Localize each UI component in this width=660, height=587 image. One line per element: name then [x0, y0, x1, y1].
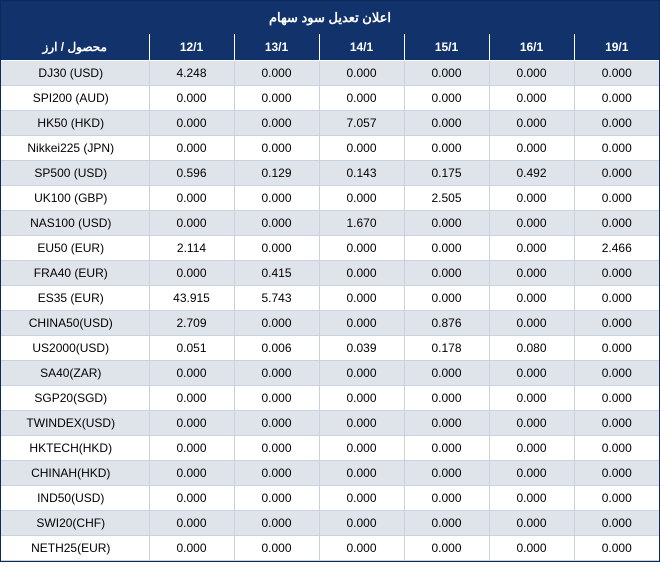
- dividend-value: 0.000: [319, 286, 404, 311]
- dividend-value: 0.000: [319, 411, 404, 436]
- table-row: [1, 336, 659, 361]
- dividend-value: 0.000: [319, 436, 404, 461]
- dividend-value: 0.000: [319, 386, 404, 411]
- column-header-date-6: 19/1: [574, 34, 659, 61]
- dividend-value: 0.000: [489, 486, 574, 511]
- dividend-value: 0.000: [404, 136, 489, 161]
- instrument-name: TWINDEX(USD): [1, 411, 149, 436]
- dividend-value: 0.000: [234, 311, 319, 336]
- dividend-value: 0.000: [404, 111, 489, 136]
- dividend-value: 0.000: [404, 261, 489, 286]
- instrument-name: SP500 (USD): [1, 161, 149, 186]
- dividend-value: 0.000: [489, 311, 574, 336]
- instrument-name: SPI200 (AUD): [1, 86, 149, 111]
- table-row: [1, 61, 659, 86]
- dividend-value: 0.000: [574, 386, 659, 411]
- dividend-value: 0.000: [319, 311, 404, 336]
- dividend-value: 0.000: [234, 136, 319, 161]
- dividend-value: 0.415: [234, 261, 319, 286]
- dividend-value: 0.000: [404, 486, 489, 511]
- instrument-name: IND50(USD): [1, 486, 149, 511]
- dividend-value: 0.492: [489, 161, 574, 186]
- dividend-value: 0.000: [319, 511, 404, 536]
- dividend-value: 0.000: [574, 311, 659, 336]
- dividend-value: 0.000: [319, 461, 404, 486]
- dividend-value: 0.143: [319, 161, 404, 186]
- table-row: [1, 211, 659, 236]
- table-row: [1, 411, 659, 436]
- dividend-value: 0.000: [489, 461, 574, 486]
- dividend-value: 0.006: [234, 336, 319, 361]
- dividend-value: 0.051: [149, 336, 234, 361]
- instrument-name: SGP20(SGD): [1, 386, 149, 411]
- dividend-value: 0.000: [574, 511, 659, 536]
- table-row: [1, 486, 659, 511]
- table-row: [1, 511, 659, 536]
- dividend-value: 0.000: [149, 186, 234, 211]
- column-header-product: محصول / ارز: [1, 34, 149, 61]
- instrument-name: UK100 (GBP): [1, 186, 149, 211]
- dividend-value: 0.000: [404, 461, 489, 486]
- table-row: [1, 386, 659, 411]
- dividend-value: 0.000: [149, 536, 234, 561]
- dividend-value: 0.000: [489, 436, 574, 461]
- dividend-value: 0.876: [404, 311, 489, 336]
- dividend-value: 0.000: [489, 511, 574, 536]
- dividend-value: 0.000: [404, 61, 489, 86]
- table-row: [1, 436, 659, 461]
- instrument-name: CHINAH(HKD): [1, 461, 149, 486]
- table-row: [1, 461, 659, 486]
- dividend-value: 0.000: [574, 536, 659, 561]
- dividend-value: 0.000: [234, 61, 319, 86]
- dividend-value: 0.000: [149, 361, 234, 386]
- dividend-value: 0.000: [574, 161, 659, 186]
- dividend-value: 0.039: [319, 336, 404, 361]
- dividend-value: 0.129: [234, 161, 319, 186]
- dividend-value: 5.743: [234, 286, 319, 311]
- dividend-value: 0.000: [574, 186, 659, 211]
- dividend-value: 0.000: [234, 511, 319, 536]
- dividend-value: 0.000: [489, 86, 574, 111]
- dividend-value: 0.000: [489, 286, 574, 311]
- dividend-value: 0.000: [234, 436, 319, 461]
- dividend-value: 0.000: [404, 236, 489, 261]
- dividend-value: 0.000: [574, 61, 659, 86]
- dividend-value: 0.000: [319, 186, 404, 211]
- dividend-value: 0.000: [149, 436, 234, 461]
- column-header-date-4: 15/1: [404, 34, 489, 61]
- dividend-value: 2.709: [149, 311, 234, 336]
- dividend-value: 0.000: [404, 286, 489, 311]
- dividend-value: 0.000: [234, 461, 319, 486]
- dividend-value: 0.000: [574, 411, 659, 436]
- dividend-value: 0.000: [234, 186, 319, 211]
- dividend-value: 0.000: [574, 461, 659, 486]
- instrument-name: NETH25(EUR): [1, 536, 149, 561]
- dividend-value: 0.000: [149, 486, 234, 511]
- table-row: [1, 161, 659, 186]
- dividend-value: 0.000: [234, 386, 319, 411]
- table-row: [1, 111, 659, 136]
- dividend-value: 0.000: [319, 361, 404, 386]
- dividend-value: 0.000: [319, 236, 404, 261]
- dividend-value: 0.000: [574, 261, 659, 286]
- dividend-value: 43.915: [149, 286, 234, 311]
- table-row: [1, 186, 659, 211]
- table-row: [1, 86, 659, 111]
- dividend-value: 0.000: [489, 411, 574, 436]
- dividend-value: 7.057: [319, 111, 404, 136]
- table-header: [1, 34, 659, 61]
- table-header-row: [1, 34, 659, 61]
- instrument-name: US2000(USD): [1, 336, 149, 361]
- dividend-value: 0.000: [404, 386, 489, 411]
- table-row: [1, 261, 659, 286]
- dividend-value: 0.000: [489, 111, 574, 136]
- dividend-value: 0.000: [574, 436, 659, 461]
- dividend-value: 0.000: [404, 211, 489, 236]
- dividend-value: 0.080: [489, 336, 574, 361]
- dividend-value: 0.000: [489, 236, 574, 261]
- column-header-date-5: 16/1: [489, 34, 574, 61]
- dividend-value: 0.000: [574, 486, 659, 511]
- dividend-value: 0.000: [404, 436, 489, 461]
- dividend-value: 0.000: [149, 461, 234, 486]
- dividend-value: 0.000: [574, 136, 659, 161]
- dividend-value: 0.000: [149, 411, 234, 436]
- dividend-value: 0.000: [489, 61, 574, 86]
- dividend-value: 0.000: [149, 111, 234, 136]
- dividend-value: 0.000: [234, 86, 319, 111]
- dividend-value: 0.000: [234, 411, 319, 436]
- instrument-name: FRA40 (EUR): [1, 261, 149, 286]
- table-row: [1, 311, 659, 336]
- dividend-value: 0.000: [234, 211, 319, 236]
- dividend-value: 0.000: [489, 136, 574, 161]
- instrument-name: SWI20(CHF): [1, 511, 149, 536]
- dividend-value: 0.596: [149, 161, 234, 186]
- dividend-value: 0.000: [574, 361, 659, 386]
- instrument-name: Nikkei225 (JPN): [1, 136, 149, 161]
- dividend-value: 0.178: [404, 336, 489, 361]
- dividend-value: 0.000: [234, 361, 319, 386]
- table-row: [1, 136, 659, 161]
- dividend-value: 0.000: [489, 186, 574, 211]
- column-header-date-1: 12/1: [149, 34, 234, 61]
- dividend-value: 0.000: [489, 211, 574, 236]
- dividend-value: 0.000: [574, 86, 659, 111]
- dividend-value: 0.000: [149, 386, 234, 411]
- dividend-value: 0.000: [319, 486, 404, 511]
- dividend-value: 0.000: [404, 511, 489, 536]
- page-title: اعلان تعدیل سود سهام: [1, 1, 659, 34]
- dividend-value: 0.000: [319, 536, 404, 561]
- dividend-value: 2.466: [574, 236, 659, 261]
- dividend-value: 0.000: [489, 261, 574, 286]
- table-row: [1, 236, 659, 261]
- dividend-value: 0.000: [149, 211, 234, 236]
- instrument-name: HKTECH(HKD): [1, 436, 149, 461]
- dividend-value: 2.114: [149, 236, 234, 261]
- dividend-value: 0.175: [404, 161, 489, 186]
- dividend-table: [1, 34, 659, 561]
- dividend-value: 0.000: [149, 136, 234, 161]
- dividend-value: 2.505: [404, 186, 489, 211]
- dividend-value: 0.000: [574, 211, 659, 236]
- table-row: [1, 361, 659, 386]
- dividend-value: 0.000: [404, 411, 489, 436]
- table-row: [1, 286, 659, 311]
- dividend-value: 0.000: [574, 336, 659, 361]
- dividend-value: 0.000: [489, 386, 574, 411]
- dividend-value: 4.248: [149, 61, 234, 86]
- instrument-name: EU50 (EUR): [1, 236, 149, 261]
- dividend-value: 0.000: [404, 361, 489, 386]
- dividend-value: 0.000: [574, 286, 659, 311]
- dividend-value: 1.670: [319, 211, 404, 236]
- instrument-name: NAS100 (USD): [1, 211, 149, 236]
- table-body: [1, 61, 659, 561]
- dividend-value: 0.000: [149, 86, 234, 111]
- dividend-value: 0.000: [149, 511, 234, 536]
- dividend-value: 0.000: [234, 486, 319, 511]
- instrument-name: ES35 (EUR): [1, 286, 149, 311]
- instrument-name: CHINA50(USD): [1, 311, 149, 336]
- dividend-value: 0.000: [489, 361, 574, 386]
- dividend-value: 0.000: [404, 86, 489, 111]
- dividend-value: 0.000: [404, 536, 489, 561]
- dividend-value: 0.000: [319, 86, 404, 111]
- dividend-value: 0.000: [234, 111, 319, 136]
- dividend-value: 0.000: [319, 261, 404, 286]
- dividend-value: 0.000: [234, 236, 319, 261]
- dividend-value: 0.000: [149, 261, 234, 286]
- dividend-value: 0.000: [319, 136, 404, 161]
- dividend-value: 0.000: [489, 536, 574, 561]
- instrument-name: HK50 (HKD): [1, 111, 149, 136]
- column-header-date-3: 14/1: [319, 34, 404, 61]
- instrument-name: DJ30 (USD): [1, 61, 149, 86]
- instrument-name: SA40(ZAR): [1, 361, 149, 386]
- column-header-date-2: 13/1: [234, 34, 319, 61]
- dividend-value: 0.000: [234, 536, 319, 561]
- dividend-value: 0.000: [574, 111, 659, 136]
- table-row: [1, 536, 659, 561]
- dividend-value: 0.000: [319, 61, 404, 86]
